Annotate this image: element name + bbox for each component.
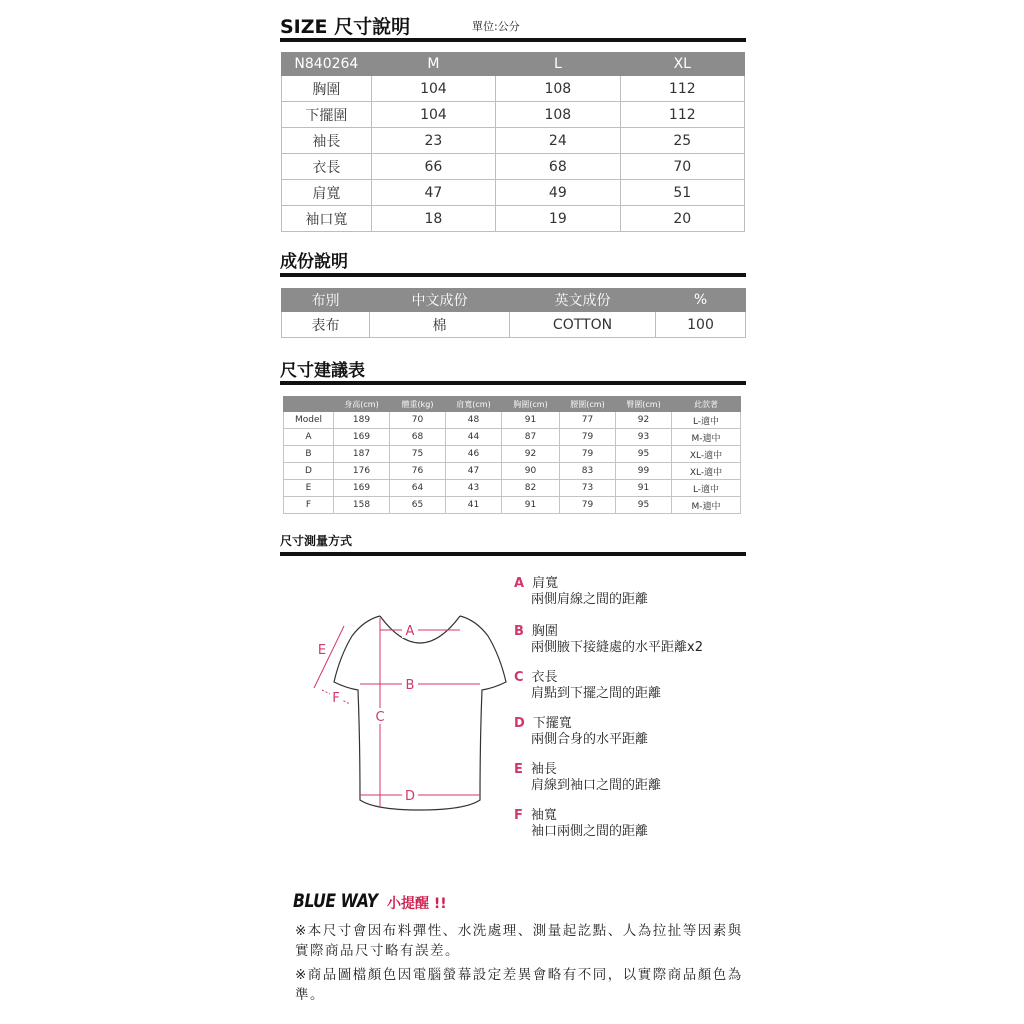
diagram-label-d: D	[404, 789, 416, 804]
legend-item	[514, 576, 648, 608]
suggestion-cell: M-適中	[672, 429, 741, 446]
suggestion-cell: D	[284, 463, 334, 480]
diagram-label-e: E	[317, 643, 327, 658]
suggestion-cell: E	[284, 480, 334, 497]
suggestion-cell: 91	[616, 480, 672, 497]
table-row	[284, 429, 741, 446]
legend-desc: 兩側腋下接縫處的水平距離x2	[531, 640, 703, 655]
table-row	[284, 480, 741, 497]
suggestion-cell: 47	[446, 463, 502, 480]
unit-label: 單位:公分	[472, 20, 520, 33]
suggestion-cell: 68	[390, 429, 446, 446]
legend-desc: 兩側肩線之間的距離	[531, 592, 649, 607]
suggestion-cell: 46	[446, 446, 502, 463]
suggestion-cell: 48	[446, 412, 502, 429]
material-table	[281, 288, 746, 338]
legend-letter: F	[514, 808, 523, 823]
suggestion-cell: 77	[560, 412, 616, 429]
suggestion-cell: 95	[616, 446, 672, 463]
material-cell: 表布	[282, 312, 370, 338]
table-row	[282, 206, 745, 232]
size-cell: 108	[496, 102, 620, 128]
suggestion-cell: 189	[334, 412, 390, 429]
suggestion-header-cell: 肩寬(cm)	[446, 397, 502, 412]
size-cell: 袖長	[282, 128, 372, 154]
legend-letter: E	[514, 762, 523, 777]
suggestion-cell: 99	[616, 463, 672, 480]
size-cell: 112	[620, 102, 744, 128]
legend-item	[514, 670, 661, 702]
legend-name: 肩寬	[532, 576, 559, 591]
legend-desc: 袖口兩側之間的距離	[531, 824, 649, 839]
size-cell: 25	[620, 128, 744, 154]
legend-letter: A	[514, 576, 525, 591]
material-header-cell: %	[656, 289, 746, 312]
diagram-label-c: C	[375, 710, 385, 725]
size-cell: 104	[371, 76, 495, 102]
size-cell: 20	[620, 206, 744, 232]
suggestion-cell: 65	[390, 497, 446, 514]
table-row	[284, 412, 741, 429]
size-section-rule	[280, 38, 746, 42]
material-cell: COTTON	[510, 312, 656, 338]
suggestion-cell: 79	[560, 497, 616, 514]
tshirt-diagram	[300, 590, 540, 830]
suggestion-cell: B	[284, 446, 334, 463]
note-1: ※本尺寸會因布料彈性、水洗處理、測量起訖點、人為拉扯等因素與實際商品尺寸略有誤差。	[295, 923, 743, 959]
material-section-rule	[280, 273, 746, 277]
table-row	[284, 446, 741, 463]
material-header-cell: 英文成份	[510, 289, 656, 312]
suggestion-cell: 93	[616, 429, 672, 446]
legend-name: 胸圍	[531, 624, 558, 639]
reminder-title: 小提醒 !!	[387, 896, 447, 912]
legend-item	[514, 808, 648, 840]
legend-name: 袖長	[530, 762, 557, 777]
suggestion-cell: 95	[616, 497, 672, 514]
suggestion-cell: L-適中	[672, 480, 741, 497]
size-cell: 51	[620, 180, 744, 206]
legend-name: 袖寬	[530, 808, 557, 823]
size-cell: 68	[496, 154, 620, 180]
suggestion-cell: 87	[502, 429, 560, 446]
suggestion-cell: 70	[390, 412, 446, 429]
suggestion-cell: 75	[390, 446, 446, 463]
suggestion-cell: 92	[616, 412, 672, 429]
suggestion-cell: 79	[560, 446, 616, 463]
diagram-label-b: B	[405, 678, 415, 693]
diagram-label-a: A	[405, 624, 415, 639]
size-cell: 下擺圍	[282, 102, 372, 128]
size-table-header	[282, 53, 745, 76]
suggestion-cell: A	[284, 429, 334, 446]
suggestion-cell: 41	[446, 497, 502, 514]
note-2: ※商品圖檔顏色因電腦螢幕設定差異會略有不同，以實際商品顏色為準。	[295, 967, 743, 1003]
suggestion-cell: 64	[390, 480, 446, 497]
size-cell: 衣長	[282, 154, 372, 180]
size-cell: 胸圍	[282, 76, 372, 102]
suggestion-cell: 158	[334, 497, 390, 514]
size-cell: 18	[371, 206, 495, 232]
measure-section-title: 尺寸測量方式	[280, 534, 353, 548]
suggestion-section-title: 尺寸建議表	[280, 361, 365, 381]
suggestion-table	[283, 396, 741, 514]
brand-logo: BLUE WAY	[293, 890, 378, 912]
measure-section-rule	[280, 552, 746, 556]
suggestion-table-header	[284, 397, 741, 412]
legend-letter: B	[514, 624, 524, 639]
suggestion-cell: Model	[284, 412, 334, 429]
material-header-cell: 中文成份	[370, 289, 510, 312]
suggestion-cell: M-適中	[672, 497, 741, 514]
table-row	[282, 102, 745, 128]
size-cell: 23	[371, 128, 495, 154]
suggestion-section-rule	[280, 381, 746, 385]
suggestion-cell: 90	[502, 463, 560, 480]
suggestion-cell: 92	[502, 446, 560, 463]
suggestion-cell: 176	[334, 463, 390, 480]
size-header-cell: N840264	[282, 53, 372, 76]
suggestion-header-cell: 腰圍(cm)	[560, 397, 616, 412]
suggestion-header-cell	[284, 397, 334, 412]
legend-item	[514, 624, 703, 656]
size-header-cell: M	[371, 53, 495, 76]
legend-letter: D	[514, 716, 525, 731]
suggestion-cell: 169	[334, 480, 390, 497]
suggestion-cell: XL-適中	[672, 463, 741, 480]
size-cell: 66	[371, 154, 495, 180]
legend-name: 下擺寬	[532, 716, 572, 731]
diagram-label-f: F	[332, 691, 340, 706]
legend-letter: C	[514, 670, 524, 685]
suggestion-header-cell: 身高(cm)	[334, 397, 390, 412]
legend-name: 衣長	[531, 670, 558, 685]
size-table	[281, 52, 745, 232]
size-cell: 104	[371, 102, 495, 128]
suggestion-header-cell: 臀圍(cm)	[616, 397, 672, 412]
size-cell: 108	[496, 76, 620, 102]
suggestion-cell: 169	[334, 429, 390, 446]
suggestion-cell: XL-適中	[672, 446, 741, 463]
legend-desc: 肩線到袖口之間的距離	[531, 778, 662, 793]
material-cell: 棉	[370, 312, 510, 338]
table-row	[282, 76, 745, 102]
size-cell: 肩寬	[282, 180, 372, 206]
size-header-cell: L	[496, 53, 620, 76]
size-cell: 19	[496, 206, 620, 232]
size-cell: 袖口寬	[282, 206, 372, 232]
suggestion-cell: 73	[560, 480, 616, 497]
size-section-title: SIZE 尺寸說明	[280, 16, 411, 38]
table-row	[284, 497, 741, 514]
size-cell: 112	[620, 76, 744, 102]
size-header-cell: XL	[620, 53, 744, 76]
legend-item	[514, 716, 648, 748]
legend-desc: 兩側合身的水平距離	[531, 732, 649, 747]
suggestion-cell: 187	[334, 446, 390, 463]
suggestion-cell: 82	[502, 480, 560, 497]
table-row	[284, 463, 741, 480]
suggestion-header-cell: 胸圍(cm)	[502, 397, 560, 412]
suggestion-cell: 44	[446, 429, 502, 446]
tshirt-outline	[334, 616, 506, 810]
suggestion-cell: 91	[502, 412, 560, 429]
material-section-title: 成份說明	[280, 252, 348, 272]
size-cell: 24	[496, 128, 620, 154]
table-row	[282, 154, 745, 180]
table-row	[282, 312, 746, 338]
suggestion-header-cell: 此款著	[672, 397, 741, 412]
suggestion-cell: 76	[390, 463, 446, 480]
size-cell: 70	[620, 154, 744, 180]
suggestion-cell: 91	[502, 497, 560, 514]
material-header-cell: 布別	[282, 289, 370, 312]
size-cell: 47	[371, 180, 495, 206]
suggestion-cell: L-適中	[672, 412, 741, 429]
suggestion-cell: 43	[446, 480, 502, 497]
suggestion-cell: 83	[560, 463, 616, 480]
table-row	[282, 180, 745, 206]
size-cell: 49	[496, 180, 620, 206]
suggestion-cell: 79	[560, 429, 616, 446]
material-cell: 100	[656, 312, 746, 338]
legend-desc: 肩點到下擺之間的距離	[531, 686, 662, 701]
suggestion-cell: F	[284, 497, 334, 514]
table-row	[282, 128, 745, 154]
legend-item	[514, 762, 661, 794]
material-table-header	[282, 289, 746, 312]
suggestion-header-cell: 體重(kg)	[390, 397, 446, 412]
